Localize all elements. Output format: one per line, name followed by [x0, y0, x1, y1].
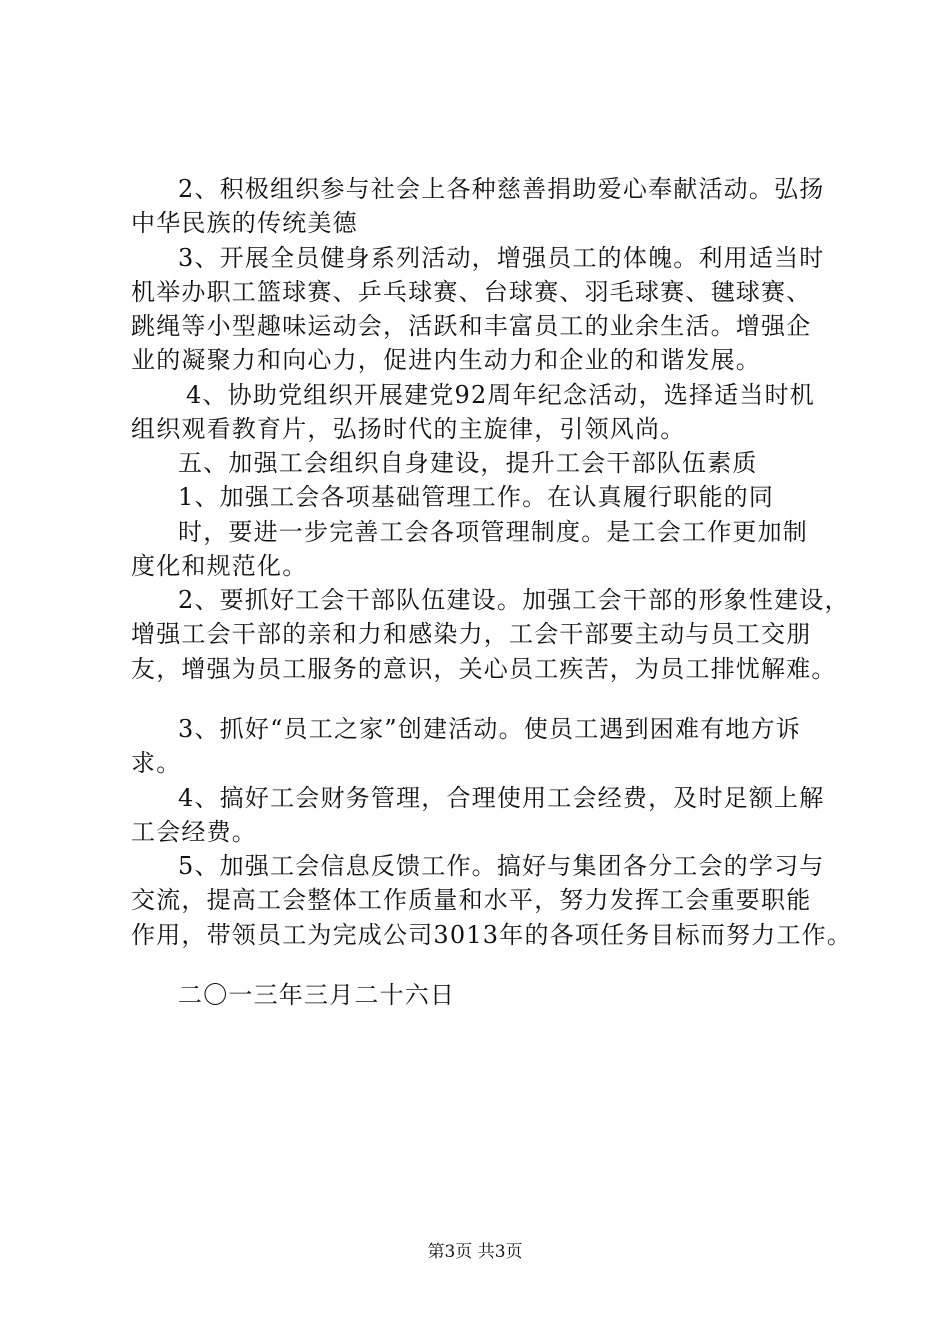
paragraph-line: 作用，带领员工为完成公司3013年的各项任务目标而努力工作。	[131, 921, 853, 949]
paragraph-line: 5、加强工会信息反馈工作。搞好与集团各分工会的学习与	[178, 852, 825, 880]
paragraph-line: 增强工会干部的亲和力和感染力，工会干部要主动与员工交朋	[131, 620, 812, 648]
paragraph-line: 4、搞好工会财务管理，合理使用工会经费，及时足额上解	[178, 784, 825, 812]
paragraph-line: 交流，提高工会整体工作质量和水平，努力发挥工会重要职能	[131, 886, 812, 914]
document-date: 二〇一三年三月二十六日	[178, 981, 456, 1009]
paragraph-line: 3、抓好“员工之家”创建活动。使员工遇到困难有地方诉	[178, 715, 802, 743]
section-heading: 五、加强工会组织自身建设，提升工会干部队伍素质	[178, 449, 758, 477]
paragraph-line: 1、加强工会各项基础管理工作。在认真履行职能的同	[178, 483, 775, 511]
paragraph-line: 机举办职工篮球赛、乒乓球赛、台球赛、羽毛球赛、毽球赛、	[131, 278, 812, 306]
paragraph-line: 求。	[131, 749, 182, 777]
paragraph-line: 友，增强为员工服务的意识，关心员工疾苦，为员工排忧解难。	[131, 655, 837, 683]
page-number-footer: 第3页 共3页	[427, 1242, 523, 1262]
paragraph-line: 2、要抓好工会干部队伍建设。加强工会干部的形象性建设，	[178, 586, 850, 614]
paragraph-line: 工会经费。	[131, 818, 257, 846]
paragraph-line: 跳绳等小型趣味运动会，活跃和丰富员工的业余生活。增强企	[131, 312, 812, 340]
paragraph-line: 度化和规范化。	[131, 552, 308, 580]
paragraph-line: 中华民族的传统美德	[131, 209, 358, 237]
paragraph-line: 4、协助党组织开展建党92周年纪念活动，选择适当时机	[186, 381, 816, 409]
paragraph-line: 时，要进一步完善工会各项管理制度。是工会工作更加制	[178, 518, 808, 546]
paragraph-line: 3、开展全员健身系列活动，增强员工的体魄。利用适当时	[178, 244, 825, 272]
paragraph-line: 业的凝聚力和向心力，促进内生动力和企业的和谐发展。	[131, 346, 761, 374]
paragraph-line: 2、积极组织参与社会上各种慈善捐助爱心奉献活动。弘扬	[178, 175, 825, 203]
paragraph-line: 组织观看教育片，弘扬时代的主旋律，引领风尚。	[131, 415, 686, 443]
